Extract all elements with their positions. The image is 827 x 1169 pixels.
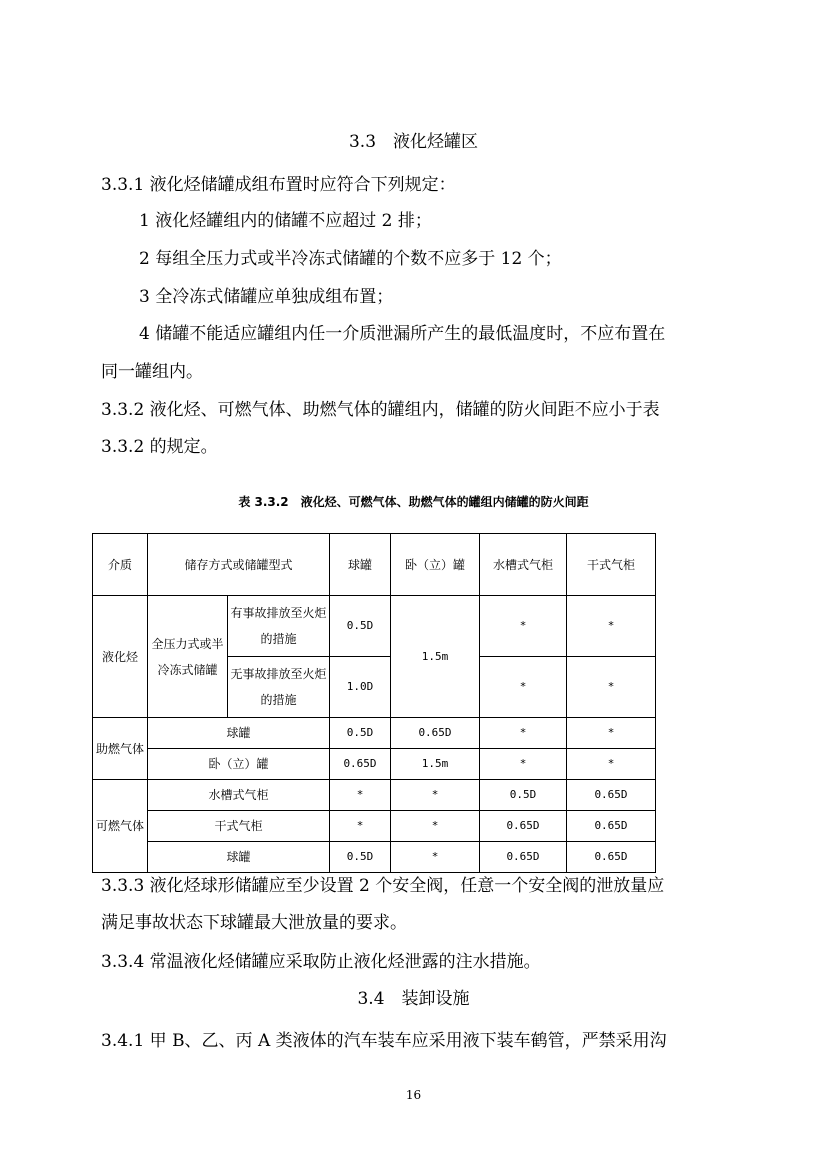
cell-water: * (480, 749, 567, 780)
clause-3-3-4: 3.3.4 常温液化烃储罐应采取防止液化烃泄露的注水措施。 (101, 952, 541, 972)
cell-dry: * (567, 596, 656, 657)
cell-horizontal: * (391, 842, 480, 873)
table-header-row (93, 534, 656, 596)
clause-3-4-1: 3.4.1 甲 B、乙、丙 A 类液体的汽车装车应采用液下装车鹤管，严禁采用沟 (101, 1031, 667, 1051)
group-lpg: 液化烃 (93, 596, 148, 718)
table-row (93, 718, 656, 749)
fire-spacing-table (92, 533, 656, 873)
cell-spherical: * (330, 780, 391, 811)
group-combustion-supporting: 助燃气体 (93, 718, 148, 780)
row-label: 球罐 (148, 842, 330, 873)
lpg-type: 全压力式或半冷冻式储罐 (148, 596, 228, 718)
cell-water: * (480, 718, 567, 749)
cell-spherical: 0.5D (330, 596, 391, 657)
header-storage-type: 储存方式或储罐型式 (148, 534, 330, 596)
row-label: 水槽式气柜 (148, 780, 330, 811)
clause-3-3-2-cont: 3.3.2 的规定。 (101, 437, 218, 457)
clause-item-4-cont: 同一罐组内。 (101, 362, 203, 382)
group-flammable: 可燃气体 (93, 780, 148, 873)
section-heading-3-4: 3.4 装卸设施 (357, 989, 470, 1009)
clause-item-3: 3 全冷冻式储罐应单独成组布置； (139, 287, 394, 307)
page-number: 16 (405, 1088, 422, 1102)
clause-3-3-3-cont: 满足事故状态下球罐最大泄放量的要求。 (101, 913, 407, 933)
table-row (93, 596, 656, 657)
cell-horizontal: * (391, 811, 480, 842)
header-horizontal-vertical: 卧（立）罐 (391, 534, 480, 596)
cell-water: * (480, 596, 567, 657)
cell-horizontal: 1.5m (391, 596, 480, 718)
header-dry-holder: 干式气柜 (567, 534, 656, 596)
cell-dry: * (567, 718, 656, 749)
cell-dry: 0.65D (567, 811, 656, 842)
row-label: 卧（立）罐 (148, 749, 330, 780)
cell-horizontal: * (391, 780, 480, 811)
cell-water: 0.5D (480, 780, 567, 811)
header-water-seal-holder: 水槽式气柜 (480, 534, 567, 596)
row-label: 有事故排放至火炬的措施 (228, 596, 330, 657)
cell-spherical: 1.0D (330, 657, 391, 718)
table-row (93, 811, 656, 842)
table-row (93, 780, 656, 811)
cell-water: 0.65D (480, 811, 567, 842)
row-label: 干式气柜 (148, 811, 330, 842)
cell-dry: 0.65D (567, 842, 656, 873)
row-label: 球罐 (148, 718, 330, 749)
header-spherical: 球罐 (330, 534, 391, 596)
clause-3-3-1: 3.3.1 液化烃储罐成组布置时应符合下列规定： (101, 175, 456, 195)
table-caption: 表 3.3.2 液化烃、可燃气体、助燃气体的罐组内储罐的防火间距 (238, 495, 589, 509)
clause-item-4: 4 储罐不能适应罐组内任一介质泄漏所产生的最低温度时，不应布置在 (139, 324, 666, 344)
row-label: 无事故排放至火炬的措施 (228, 657, 330, 718)
cell-dry: * (567, 749, 656, 780)
section-heading: 3.3 液化烃罐区 (348, 132, 479, 152)
clause-3-3-3: 3.3.3 液化烃球形储罐应至少设置 2 个安全阀，任意一个安全阀的泄放量应 (101, 876, 665, 896)
table-row (93, 842, 656, 873)
table-row (93, 749, 656, 780)
cell-horizontal: 1.5m (391, 749, 480, 780)
cell-dry: * (567, 657, 656, 718)
cell-water: * (480, 657, 567, 718)
header-medium: 介质 (93, 534, 148, 596)
clause-3-3-2: 3.3.2 液化烃、可燃气体、助燃气体的罐组内，储罐的防火间距不应小于表 (101, 400, 660, 420)
clause-item-1: 1 液化烃罐组内的储罐不应超过 2 排； (139, 211, 432, 231)
cell-spherical: 0.65D (330, 749, 391, 780)
cell-water: 0.65D (480, 842, 567, 873)
cell-dry: 0.65D (567, 780, 656, 811)
cell-spherical: * (330, 811, 391, 842)
cell-spherical: 0.5D (330, 718, 391, 749)
clause-item-2: 2 每组全压力式或半冷冻式储罐的个数不应多于 12 个； (139, 249, 562, 269)
cell-spherical: 0.5D (330, 842, 391, 873)
cell-horizontal: 0.65D (391, 718, 480, 749)
